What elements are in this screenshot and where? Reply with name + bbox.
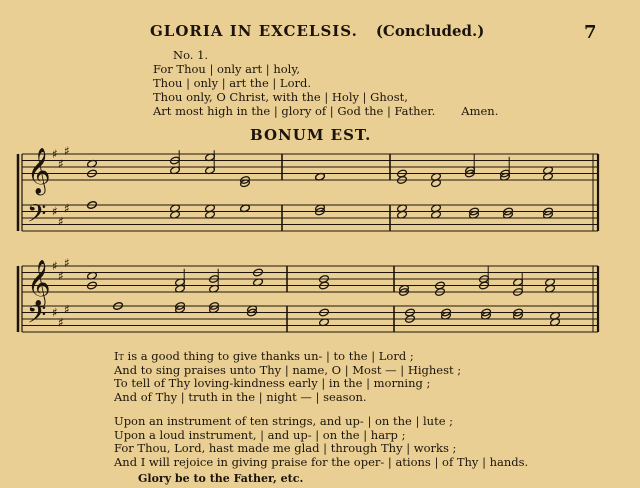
bonum-est-verses	[114, 350, 528, 486]
chant-line-2: Thou | only | art the | Lord.	[153, 76, 312, 90]
bass-clef-icon: 𝄢	[27, 199, 47, 235]
chant-line-4: Art most high in the | glory of | God the | Father. Amen.	[153, 104, 499, 118]
concluded-label: (Concluded.)	[375, 22, 485, 40]
gloria-title: GLORIA IN EXCELSIS.	[150, 22, 358, 40]
sharp-icon: ♯	[58, 214, 64, 229]
sharp-icon: ♯	[52, 305, 58, 320]
verse-line: It is a good thing to give thanks un- | to the | Lord ;	[114, 349, 414, 363]
verse-line: And to sing praises unto Thy | name, O | Most — | Highest ;	[114, 362, 462, 377]
verse-line: Upon a loud instrument, | and up- | on the | harp ;	[114, 427, 406, 442]
verse-line: And I will rejoice in giving praise for the oper- | ations | of Thy | hands.	[114, 454, 529, 469]
sharp-icon: ♯	[58, 268, 64, 283]
bonum-est-title: BONUM EST.	[250, 126, 372, 144]
sharp-icon: ♯	[52, 204, 58, 219]
bass-clef-icon: 𝄢	[27, 300, 47, 336]
sharp-icon: ♯	[64, 302, 70, 317]
verse-line: Upon an instrument of ten strings, and up- | on the | lute ;	[114, 414, 454, 428]
verse-line: For Thou, Lord, hast made me glad | through Thy | works ;	[114, 441, 457, 455]
page-number: 7	[584, 22, 597, 43]
treble-clef-icon: 𝄞	[27, 260, 51, 306]
chant-line-1: For Thou | only art | holy,	[153, 62, 300, 76]
sharp-icon: ♯	[58, 156, 64, 171]
sharp-icon: ♯	[64, 201, 70, 216]
chant-number: No. 1.	[173, 48, 209, 62]
verse-line: To tell of Thy loving-kindness early | in the | morning ;	[114, 376, 431, 390]
verse-line: And of Thy | truth in the | night — | season.	[114, 389, 367, 404]
sharp-icon: ♯	[64, 255, 70, 270]
treble-clef-icon: 𝄞	[27, 148, 51, 194]
chant-line-3: Thou only, O Christ, with the | Holy | Ghost,	[153, 90, 408, 104]
sharp-icon: ♯	[52, 259, 58, 273]
sharp-icon: ♯	[52, 147, 58, 161]
sharp-icon: ♯	[58, 315, 64, 330]
gloria-patri-line: Glory be to the Father, etc.	[138, 472, 304, 485]
amen-text: Amen.	[461, 104, 499, 118]
sharp-icon: ♯	[64, 143, 70, 158]
